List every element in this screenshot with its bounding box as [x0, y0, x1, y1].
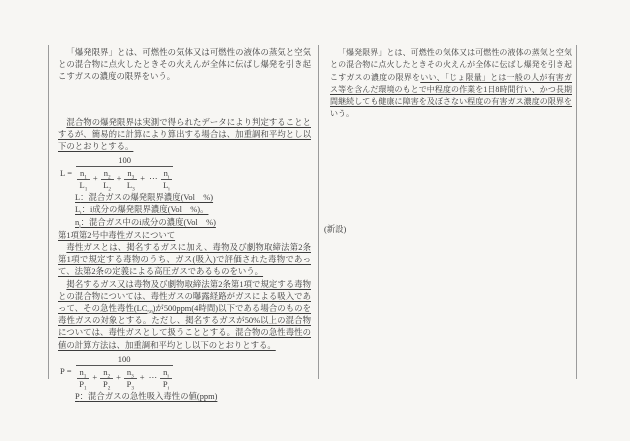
table-border-left [48, 45, 49, 379]
fraction-denominator [76, 365, 173, 392]
mini-fraction: $\frac{n_2}{P_2}$ [100, 368, 113, 389]
fraction-numerator: 100 [117, 353, 131, 364]
plus-operator: + [92, 371, 98, 382]
plus-operator: + [92, 173, 98, 184]
formula-acute-toxicity [60, 353, 311, 392]
lc50-subscript: 50 [147, 309, 153, 316]
big-fraction [76, 155, 173, 193]
fraction-numerator: 100 [118, 155, 132, 166]
equals-sign: = [67, 167, 72, 178]
formula-explosion-limit [60, 155, 311, 193]
plus-operator: + [116, 173, 122, 184]
ellipsis-operator: ⋯ [148, 371, 158, 382]
plus-operator: + [139, 371, 145, 382]
mini-fraction: $\frac{n_3}{P_3}$ [124, 368, 137, 389]
formula-lhs: L [60, 167, 66, 178]
column-previous [324, 45, 573, 236]
explosion-limit-definition-old: 「爆発限界」とは、可燃性の気体又は可燃性の液体の蒸気と空気との混合物に点火したときその火えんが全体に伝ばし爆発を引き起こすガスの濃度の限界をいい、「じょ限量」とは一般の人が有害ガス等を含んだ環境のもとで中程度の作業を1日8時間行い、かつ長期間継続しても健康に障害を及ぼさない程度の有害ガス濃度の限界をいう。 [330, 48, 573, 119]
table-border-right [576, 45, 577, 379]
ellipsis-operator: ⋯ [149, 173, 158, 184]
mini-fraction: $\frac{n_2}{L_2}$ [101, 169, 114, 190]
plus-operator: + [116, 371, 121, 382]
mini-fraction: $\frac{n_i}{P_i}$ [160, 368, 172, 389]
legend-line-ni: $n_i$：混合ガス中のi成分の濃度(Vol %) [75, 217, 216, 230]
newly-established-label: (新設) [324, 224, 347, 234]
column-amended [58, 45, 311, 403]
equals-sign: = [66, 366, 72, 377]
plus-operator: + [140, 173, 146, 184]
legend-line-P: P：混合ガスの急性吸入毒性の値(ppm) [75, 391, 218, 401]
table-column-divider [318, 45, 319, 379]
toxic-gas-mixture-rule: 掲名するガス又は毒物及び劇物取締法第2条第1項で規定する毒物との混合物については、毒性ガスの曝露経路がガスによる吸入であって、その急性毒性$(LC_{50})$が500ppm(4時間)以下である場合のものを毒性ガスの対象とする。ただし、掲名するガスが50%以上の混合物については、毒性ガスとして扱うこととする。混合物の急性毒性の値の計算方法は、加重調和平均とし以下のとおりとする。 [58, 279, 311, 350]
mini-fraction: $\frac{n_i}{L_i}$ [161, 169, 173, 190]
explosion-limit-definition: 「爆発限界」とは、可燃性の気体又は可燃性の液体の蒸気と空気との混合物に点火したときその火えんが全体に伝ばし爆発を引き起こすガスの濃度の限界をいう。 [58, 48, 311, 82]
big-fraction [76, 353, 173, 392]
mini-fraction: $\frac{n_1}{P_1}$ [77, 368, 90, 389]
fraction-denominator [76, 166, 173, 193]
mixture-explosion-limit-rule: 混合物の爆発限界は実測で得られたデータにより判定することとするが、簡易的に計算により算出する場合は、加重調和平均とし以下のとおりとする。 [58, 117, 311, 152]
deleted-joseigen-text: いい、「じょ限量」とは一般の人が有害ガス等を含んだ環境のもとで中程度の作業を1日8時間行い、かつ長期間継続しても健康に障害を及ぼさない程度の有害ガス濃度の限界を [330, 72, 573, 107]
legend-line-Li: $L_i$：i成分の爆発限界濃度(Vol %)。 [75, 205, 209, 218]
toxic-gas-definition: 毒性ガスとは、掲名するガスに加え、毒物及び劇物取締法第2条第1項で規定する毒物のうち、ガス(吸入)で評価された毒物であって、法第2条の定義による高圧ガスであるものをいう。 [58, 243, 311, 277]
mini-fraction: $\frac{n_3}{L_3}$ [124, 169, 137, 190]
formula-lhs: P [60, 366, 65, 377]
section-heading-toxic-gas: 第1項第2号中毒性ガスについて [58, 230, 176, 240]
legend-line-L: L：混合ガスの爆発限界濃度(Vol %) [75, 193, 214, 203]
mini-fraction: $\frac{n_1}{L_1}$ [77, 169, 90, 190]
